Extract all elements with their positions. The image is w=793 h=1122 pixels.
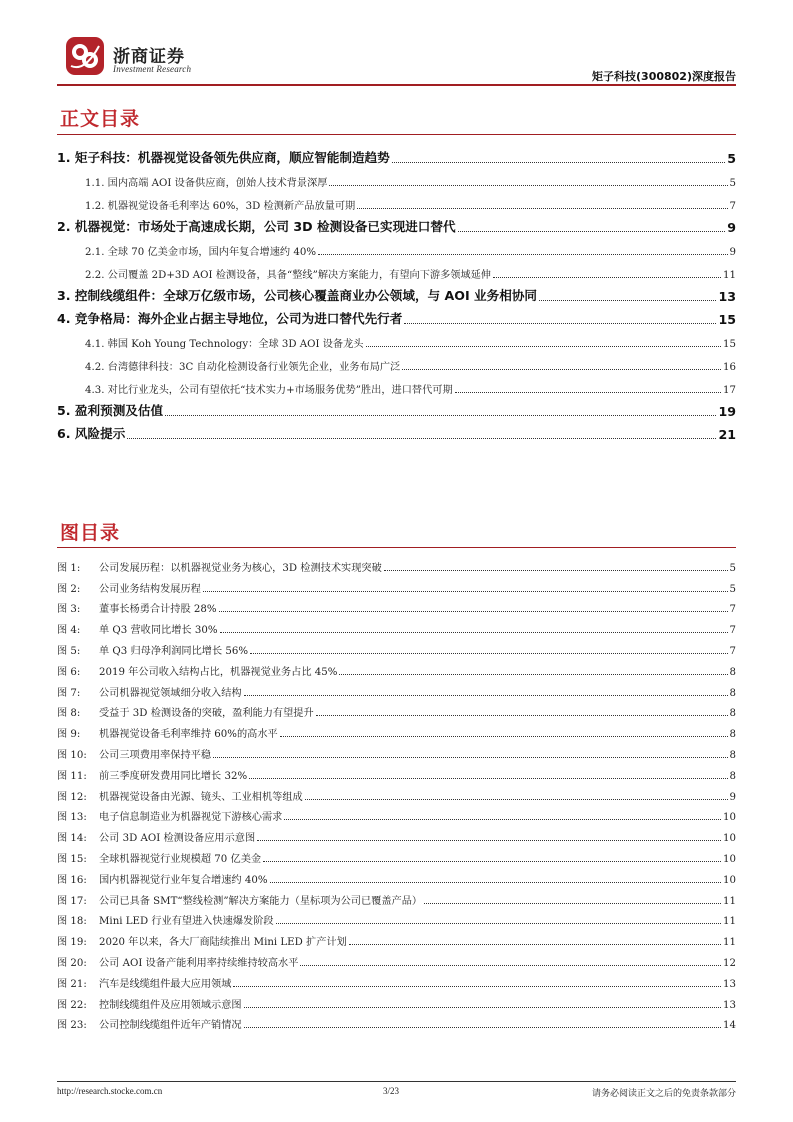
figure-entry[interactable]	[57, 907, 736, 928]
dot-leader	[392, 162, 725, 163]
figure-entry[interactable]	[57, 595, 736, 616]
figure-entry[interactable]	[57, 719, 736, 740]
dot-leader	[233, 986, 721, 987]
toc-entry-page: 19	[718, 404, 736, 419]
figure-entry[interactable]	[57, 1011, 736, 1032]
dot-leader	[284, 819, 721, 820]
figure-entry-label	[57, 954, 298, 969]
figure-number: 图 21:	[57, 978, 87, 990]
figure-entry-label	[57, 704, 314, 719]
dot-leader	[339, 674, 727, 675]
toc-entry-page: 5	[729, 178, 736, 189]
figure-entry[interactable]	[57, 636, 736, 657]
figure-entry[interactable]	[57, 865, 736, 886]
figure-entry-label	[57, 684, 242, 699]
figure-number: 图 10:	[57, 749, 87, 761]
figure-number: 图 23:	[57, 1020, 87, 1032]
dot-leader	[455, 392, 721, 393]
toc-entry-page: 9	[727, 220, 736, 235]
figure-entry[interactable]	[57, 927, 736, 948]
toc-entry-text: 3. 控制线缆组件：全球万亿级市场，公司核心覆盖商业办公领域，与 AOI 业务相协同	[57, 288, 538, 303]
toc-entry[interactable]	[57, 143, 736, 166]
dot-leader	[539, 300, 716, 301]
toc-entry[interactable]	[57, 281, 736, 304]
dot-leader	[366, 346, 722, 347]
figure-number: 图 3:	[57, 604, 81, 616]
figure-entry[interactable]	[57, 574, 736, 595]
figure-entry-page: 13	[723, 978, 736, 990]
figure-entry[interactable]	[57, 678, 736, 699]
figure-number: 图 9:	[57, 729, 81, 741]
figure-caption: 2020 年以来，各大厂商陆续推出 Mini LED 扩产计划	[99, 937, 347, 949]
figure-caption: 机器视觉设备由光源、镜头、工业相机等组成	[99, 791, 303, 803]
figure-entry-label	[57, 580, 201, 595]
header-divider	[57, 84, 736, 86]
figure-entry[interactable]	[57, 803, 736, 824]
figure-entry-page: 11	[723, 937, 736, 949]
brand-subtitle: Investment Research	[113, 64, 192, 74]
dot-leader	[244, 1027, 721, 1028]
figure-entry[interactable]	[57, 699, 736, 720]
dot-leader	[458, 231, 726, 232]
figure-caption: 公司已具备 SMT“整线检测”解决方案能力（星标项为公司已覆盖产品）	[99, 895, 423, 907]
figure-number: 图 12:	[57, 791, 87, 803]
toc-entry-text: 2. 机器视觉：市场处于高速成长期，公司 3D 检测设备已实现进口替代	[57, 219, 456, 234]
toc-entry-page: 21	[718, 427, 736, 442]
toc-entry-text: 1. 矩子科技：机器视觉设备领先供应商，顺应智能制造趋势	[57, 150, 390, 165]
figure-caption: 前三季度研发费用同比增长 32%	[99, 770, 248, 782]
figure-entry-page: 10	[723, 853, 736, 865]
figure-caption: 机器视觉设备毛利率维持 60%的高水平	[99, 729, 278, 741]
figure-number: 图 15:	[57, 853, 87, 865]
toc-entry[interactable]	[57, 350, 736, 373]
figure-entry-label	[57, 788, 303, 803]
brand-logo-icon	[65, 36, 105, 76]
figure-entry-page: 12	[723, 957, 736, 969]
figure-caption: 公司发展历程：以机器视觉业务为核心，3D 检测技术实现突破	[99, 562, 382, 574]
dot-leader	[493, 277, 721, 278]
toc-entry-page: 9	[729, 247, 736, 258]
figure-entry-page: 5	[729, 562, 736, 574]
figure-number: 图 20:	[57, 957, 87, 969]
toc-entry-text: 1.1. 国内高端 AOI 设备供应商，创始人技术背景深厚	[85, 178, 328, 189]
toc-entry-text: 6. 风险提示	[57, 426, 126, 441]
dot-leader	[220, 632, 728, 633]
figure-entry-label	[57, 600, 217, 615]
figure-caption: 受益于 3D 检测设备的突破，盈利能力有望提升	[99, 708, 314, 720]
figure-caption: 公司三项费用率保持平稳	[99, 749, 212, 761]
toc-entry-page: 11	[723, 270, 736, 281]
figure-entry-label	[57, 746, 211, 761]
figure-number: 图 13:	[57, 812, 87, 824]
dot-leader	[249, 778, 727, 779]
figure-entry-page: 8	[729, 708, 736, 720]
toc-entry-text: 4.2. 台湾德律科技：3C 自动化检测设备行业领先企业，业务布局广泛	[85, 362, 401, 373]
dot-leader	[384, 570, 728, 571]
dot-leader	[329, 185, 727, 186]
toc-entry-page: 15	[718, 312, 736, 327]
figure-caption: 公司 AOI 设备产能利用率持续维持较高水平	[99, 957, 299, 969]
figure-entry-label	[57, 621, 218, 636]
dot-leader	[316, 715, 728, 716]
figure-number: 图 2:	[57, 583, 81, 595]
dot-leader	[257, 840, 721, 841]
figure-entry[interactable]	[57, 990, 736, 1011]
figure-entry[interactable]	[57, 948, 736, 969]
dot-leader	[219, 611, 728, 612]
figure-caption: 全球机器视觉行业规模超 70 亿美金	[99, 853, 262, 865]
toc-entry-page: 16	[723, 362, 736, 373]
figure-entry[interactable]	[57, 761, 736, 782]
figure-number: 图 6:	[57, 666, 81, 678]
dot-leader	[263, 861, 721, 862]
figure-number: 图 11:	[57, 770, 87, 782]
toc-entry[interactable]	[57, 235, 736, 258]
figure-entry-page: 5	[729, 583, 736, 595]
dot-leader	[203, 591, 728, 592]
toc-entry[interactable]	[57, 258, 736, 281]
figure-entry-label	[57, 663, 337, 678]
figure-list-title: 图目录	[60, 522, 121, 544]
figure-caption: 公司机器视觉领域细分收入结构	[99, 687, 242, 699]
page-number: 3/23	[383, 1086, 400, 1096]
figure-number: 图 19:	[57, 937, 87, 949]
figure-number: 图 1:	[57, 562, 81, 574]
figure-entry[interactable]	[57, 657, 736, 678]
page-footer	[57, 1086, 736, 1102]
toc-entry-text: 4.1. 韩国 Koh Young Technology：全球 3D AOI 设备龙头	[85, 339, 364, 350]
figure-entry-page: 8	[729, 666, 736, 678]
figure-number: 图 4:	[57, 625, 81, 637]
figure-caption: 国内机器视觉行业年复合增速约 40%	[99, 874, 268, 886]
toc-entry-text: 4.3. 对比行业龙头，公司有望依托“技术实力+市场服务优势”胜出，进口替代可期	[85, 385, 453, 396]
dot-leader	[244, 695, 728, 696]
figure-entry[interactable]	[57, 553, 736, 574]
figure-entry-page: 11	[723, 916, 736, 928]
page-header	[57, 30, 736, 88]
figure-caption: 单 Q3 归母净利润同比增长 56%	[99, 645, 249, 657]
figure-entry-label	[57, 725, 278, 740]
figure-entry-page: 13	[723, 999, 736, 1011]
figure-entry-page: 8	[729, 770, 736, 782]
figure-entry-label	[57, 767, 247, 782]
dot-leader	[165, 415, 716, 416]
figure-number: 图 22:	[57, 999, 87, 1011]
toc-entry[interactable]	[57, 212, 736, 235]
toc-entry-page: 7	[729, 201, 736, 212]
figure-caption: 公司业务结构发展历程	[99, 583, 201, 595]
toc-entry-page: 15	[723, 339, 736, 350]
footer-divider	[57, 1081, 736, 1082]
toc-entry-text: 2.1. 全球 70 亿美金市场，国内年复合增速约 40%	[85, 247, 316, 258]
toc-entry-page: 17	[723, 385, 736, 396]
figure-entry-page: 14	[723, 1020, 736, 1032]
dot-leader	[404, 323, 716, 324]
figure-entry-label	[57, 559, 382, 574]
figure-number: 图 5:	[57, 645, 81, 657]
figure-entry[interactable]	[57, 969, 736, 990]
figure-caption: 控制线缆组件及应用领域示意图	[99, 999, 242, 1011]
figure-entry[interactable]	[57, 615, 736, 636]
figure-caption: 电子信息制造业为机器视觉下游核心需求	[99, 812, 283, 824]
figure-caption: 单 Q3 营收同比增长 30%	[99, 625, 218, 637]
figure-entry-label	[57, 996, 242, 1011]
figure-entry-label	[57, 912, 274, 927]
figure-caption: 董事长杨勇合计持股 28%	[99, 604, 217, 616]
figure-entry[interactable]	[57, 740, 736, 761]
figure-entry[interactable]	[57, 782, 736, 803]
toc-entry-text: 4. 竞争格局：海外企业占据主导地位，公司为进口替代先行者	[57, 311, 403, 326]
dot-leader	[402, 369, 721, 370]
figure-number: 图 7:	[57, 687, 81, 699]
figure-list	[57, 553, 736, 1031]
figure-entry-page: 8	[729, 749, 736, 761]
figure-entry-label	[57, 850, 261, 865]
toc-entry[interactable]	[57, 396, 736, 419]
toc-entry[interactable]	[57, 304, 736, 327]
dot-leader	[276, 923, 721, 924]
figure-entry-label	[57, 829, 255, 844]
figure-entry-page: 10	[723, 812, 736, 824]
toc-entry-page: 5	[727, 151, 736, 166]
figure-entry[interactable]	[57, 823, 736, 844]
figure-entry-page: 7	[729, 604, 736, 616]
toc-title-divider	[57, 134, 736, 135]
footer-disclaimer: 请务必阅读正文之后的免责条款部分	[591, 1089, 736, 1099]
toc-entry-text: 1.2. 机器视觉设备毛利率达 60%，3D 检测新产品放量可期	[85, 201, 356, 212]
figure-caption: 2019 年公司收入结构占比，机器视觉业务占比 45%	[99, 666, 338, 678]
toc-entry[interactable]	[57, 373, 736, 396]
dot-leader	[244, 1007, 721, 1008]
figure-entry-page: 10	[723, 833, 736, 845]
figure-caption: Mini LED 行业有望进入快速爆发阶段	[99, 916, 274, 928]
figure-entry-label	[57, 892, 422, 907]
figure-entry-page: 10	[723, 874, 736, 886]
dot-leader	[270, 882, 722, 883]
toc-entry-text: 5. 盈利预测及估值	[57, 403, 164, 418]
footer-url-link[interactable]: http://research.stocke.com.cn	[57, 1086, 163, 1096]
dot-leader	[127, 438, 716, 439]
figure-entry-label	[57, 871, 268, 886]
figure-entry[interactable]	[57, 844, 736, 865]
dot-leader	[305, 799, 728, 800]
toc-title: 正文目录	[60, 108, 141, 130]
dot-leader	[349, 944, 721, 945]
dot-leader	[300, 965, 721, 966]
toc-entry[interactable]	[57, 327, 736, 350]
figure-number: 图 14:	[57, 833, 87, 845]
dot-leader	[357, 208, 727, 209]
figure-number: 图 18:	[57, 916, 87, 928]
toc-entry-text: 2.2. 公司覆盖 2D+3D AOI 检测设备，具备“整线”解决方案能力，有望向下游多领域延伸	[85, 270, 491, 281]
figure-entry-label	[57, 808, 282, 823]
dot-leader	[250, 653, 727, 654]
figure-entry-page: 11	[723, 895, 736, 907]
figure-entry-page: 8	[729, 687, 736, 699]
figure-entry-page: 8	[729, 729, 736, 741]
figure-number: 图 17:	[57, 895, 87, 907]
toc-entry[interactable]	[57, 166, 736, 189]
brand-name: 浙商证券	[113, 47, 185, 67]
figure-entry-label	[57, 975, 231, 990]
figure-entry[interactable]	[57, 886, 736, 907]
dot-leader	[318, 254, 728, 255]
dot-leader	[213, 757, 727, 758]
report-title: 矩子科技(300802)深度报告	[592, 70, 736, 83]
dot-leader	[424, 903, 721, 904]
toc-entry-page: 13	[718, 289, 736, 304]
figure-caption: 汽车是线缆组件最大应用领域	[99, 978, 232, 990]
toc-entry[interactable]	[57, 189, 736, 212]
figure-list-title-divider	[57, 547, 736, 548]
table-of-contents	[57, 143, 736, 442]
figure-entry-page: 7	[729, 625, 736, 637]
figure-entry-label	[57, 1016, 242, 1031]
figure-entry-label	[57, 933, 347, 948]
figure-caption: 公司 3D AOI 检测设备应用示意图	[99, 833, 256, 845]
figure-entry-page: 9	[729, 791, 736, 803]
dot-leader	[280, 736, 728, 737]
figure-entry-label	[57, 642, 248, 657]
figure-number: 图 8:	[57, 708, 81, 720]
toc-entry[interactable]	[57, 419, 736, 442]
figure-caption: 公司控制线缆组件近年产销情况	[99, 1020, 242, 1032]
figure-number: 图 16:	[57, 874, 87, 886]
figure-entry-page: 7	[729, 645, 736, 657]
